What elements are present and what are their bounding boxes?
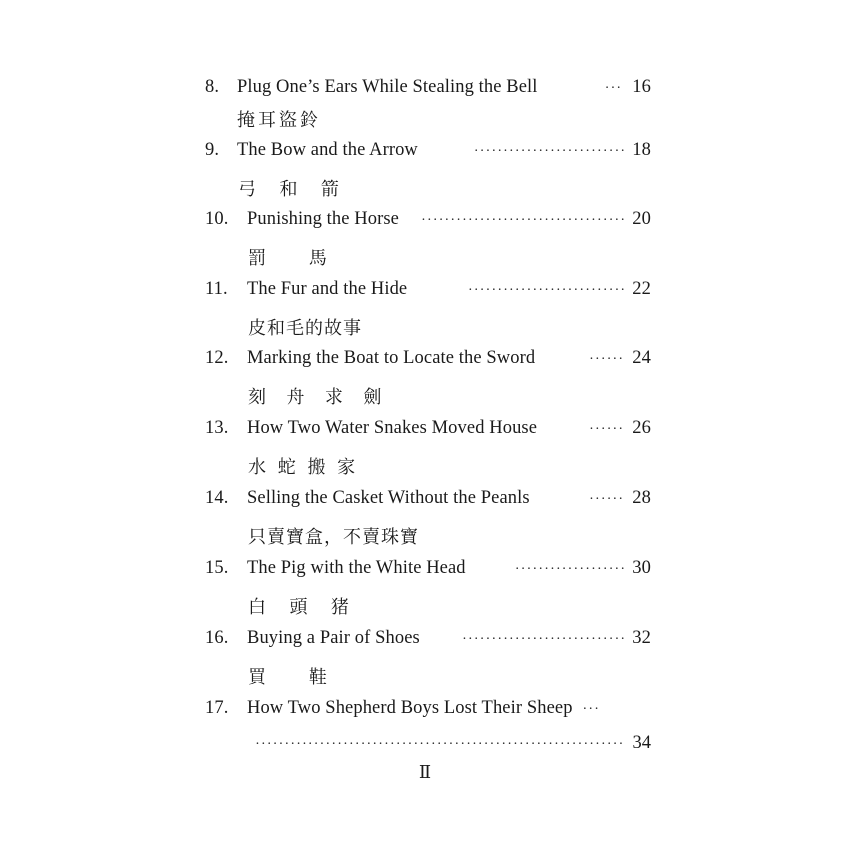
entry-chinese-title: 水 蛇 搬 家	[248, 457, 359, 478]
toc-entry-12	[205, 348, 651, 376]
dot-leader: ······	[589, 352, 625, 367]
entry-number: 11.	[205, 279, 228, 299]
entry-page-number: 28	[632, 488, 651, 508]
entry-page-number: 18	[632, 140, 651, 160]
dot-leader: ······	[589, 422, 625, 437]
entry-page-number: 24	[632, 348, 651, 368]
entry-chinese-title: 只賣寶盒，不賣珠寶	[248, 527, 419, 548]
entry-number: 16.	[205, 628, 229, 648]
toc-entry-11	[205, 279, 651, 307]
entry-chinese-title: 皮和毛的故事	[248, 318, 362, 339]
entry-title: Punishing the Horse	[247, 209, 399, 229]
entry-number: 10.	[205, 209, 229, 229]
dot-leader: ·······························································	[255, 737, 625, 752]
entry-title: The Fur and the Hide	[247, 279, 408, 299]
toc-entry-13	[205, 418, 651, 446]
entry-title: Marking the Boat to Locate the Sword	[247, 348, 536, 368]
entry-number: 15.	[205, 558, 229, 578]
toc-entry-10	[205, 209, 651, 237]
entry-page-number: 34	[632, 733, 651, 753]
entry-page-number: 32	[632, 628, 651, 648]
entry-number: 13.	[205, 418, 229, 438]
entry-title: Plug One’s Ears While Stealing the Bell	[237, 77, 538, 97]
entry-chinese-title: 白 頭 猪	[248, 597, 353, 618]
dot-leader: ···································	[421, 213, 627, 228]
entry-chinese-title: 刻 舟 求 劍	[248, 387, 385, 408]
entry-page-number: 22	[632, 279, 651, 299]
toc-entry-8	[205, 77, 651, 105]
entry-chinese-title: 罰 馬	[248, 248, 331, 269]
entry-number: 12.	[205, 348, 229, 368]
dot-leader: ···	[582, 702, 601, 717]
page-marker: Ⅱ	[418, 762, 432, 782]
entry-title: How Two Water Snakes Moved House	[247, 418, 538, 438]
entry-page-number: 30	[632, 558, 651, 578]
dot-leader: ··························	[473, 144, 627, 159]
dot-leader: ···················	[514, 562, 627, 577]
entry-title: How Two Shepherd Boys Lost Their Sheep	[247, 698, 573, 718]
entry-number: 14.	[205, 488, 229, 508]
entry-number: 9.	[205, 140, 220, 160]
toc-entry-17-continuation	[246, 733, 651, 761]
entry-number: 8.	[205, 77, 220, 97]
entry-page-number: 26	[632, 418, 651, 438]
entry-number: 17.	[205, 698, 229, 718]
entry-title: The Bow and the Arrow	[237, 140, 418, 160]
entry-title: Selling the Casket Without the Peanls	[247, 488, 530, 508]
entry-page-number: 20	[632, 209, 651, 229]
entry-page-number: 16	[632, 77, 651, 97]
toc-entry-15	[205, 558, 651, 586]
entry-title: Buying a Pair of Shoes	[247, 628, 420, 648]
toc-entry-16	[205, 628, 651, 656]
entry-title: The Pig with the White Head	[247, 558, 466, 578]
toc-entry-17	[205, 698, 651, 726]
dot-leader: ······	[589, 492, 625, 507]
entry-chinese-title: 弓 和 箭	[238, 179, 343, 200]
dot-leader: ····························	[462, 632, 627, 647]
entry-chinese-title: 買 鞋	[248, 667, 331, 688]
toc-entry-9	[205, 140, 651, 168]
dot-leader: ···························	[468, 283, 627, 298]
toc-entry-14	[205, 488, 651, 516]
entry-chinese-title: 掩耳盜鈴	[237, 110, 321, 131]
dot-leader: ···	[604, 81, 623, 96]
